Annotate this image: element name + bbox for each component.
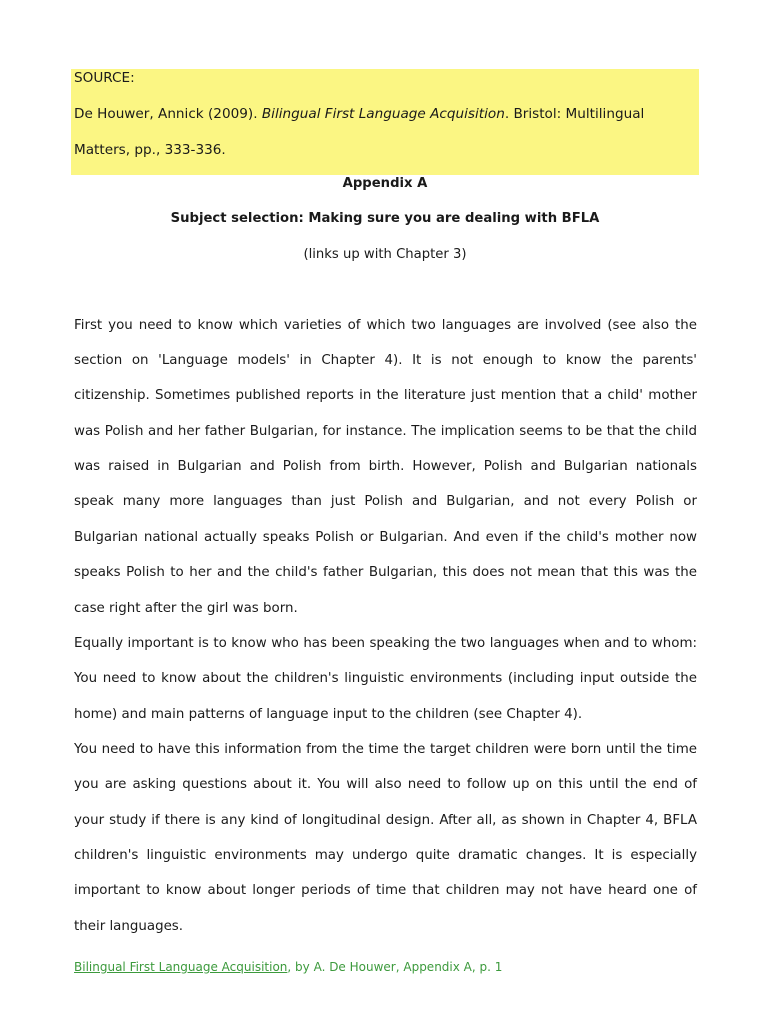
appendix-title: Appendix A bbox=[342, 176, 428, 191]
appendix-note: (links up with Chapter 3) bbox=[303, 247, 467, 262]
body-line: children's linguistic environments may undergo quite dramatic changes. It is especially bbox=[74, 848, 697, 863]
body-line: your study if there is any kind of longitudinal design. After all, as shown in Chapter 4, BFLA bbox=[74, 813, 697, 828]
appendix-subtitle: Subject selection: Making sure you are dealing with BFLA bbox=[170, 211, 600, 226]
body-line: You need to know about the children's linguistic environments (including input outside the bbox=[74, 671, 697, 686]
source-citation bbox=[74, 105, 644, 123]
body-line: important to know about longer periods of time that children may not have heard one of bbox=[74, 883, 697, 898]
body-line: was Polish and her father Bulgarian, for instance. The implication seems to be that the child bbox=[74, 424, 697, 439]
body-line: citizenship. Sometimes published reports in the literature just mention that a child' mother bbox=[74, 388, 697, 403]
footer-book-link[interactable]: Bilingual First Language Acquisition bbox=[74, 960, 288, 974]
body-line: Equally important is to know who has been speaking the two languages when and to whom: bbox=[74, 636, 697, 651]
body-line: speak many more languages than just Polish and Bulgarian, and not every Polish or bbox=[74, 494, 697, 509]
body-line: section on 'Language models' in Chapter 4). It is not enough to know the parents' bbox=[74, 353, 697, 368]
page-footer bbox=[74, 958, 502, 976]
body-line: case right after the girl was born. bbox=[74, 601, 298, 616]
body-line: You need to have this information from the time the target children were born until the time bbox=[74, 742, 697, 757]
body-line: you are asking questions about it. You will also need to follow up on this until the end of bbox=[74, 777, 697, 792]
body-line: Bulgarian national actually speaks Polish or Bulgarian. And even if the child's mother now bbox=[74, 530, 697, 545]
body-line: speaks Polish to her and the child's father Bulgarian, this does not mean that this was the bbox=[74, 565, 697, 580]
footer-text: , by A. De Houwer, Appendix A, p. 1 bbox=[287, 960, 503, 974]
citation-authors: De Houwer, Annick (2009). bbox=[74, 106, 262, 122]
body-line: their languages. bbox=[74, 919, 184, 934]
body-line: was raised in Bulgarian and Polish from birth. However, Polish and Bulgarian nationals bbox=[74, 459, 697, 474]
body-line: home) and main patterns of language input to the children (see Chapter 4). bbox=[74, 707, 583, 722]
source-label: SOURCE: bbox=[74, 70, 135, 86]
source-citation-pages: Matters, pp., 333-336. bbox=[74, 142, 226, 158]
citation-title: Bilingual First Language Acquisition bbox=[261, 106, 505, 122]
body-line: First you need to know which varieties of which two languages are involved (see also the bbox=[74, 318, 697, 333]
citation-publisher: . Bristol: Multilingual bbox=[504, 106, 645, 122]
